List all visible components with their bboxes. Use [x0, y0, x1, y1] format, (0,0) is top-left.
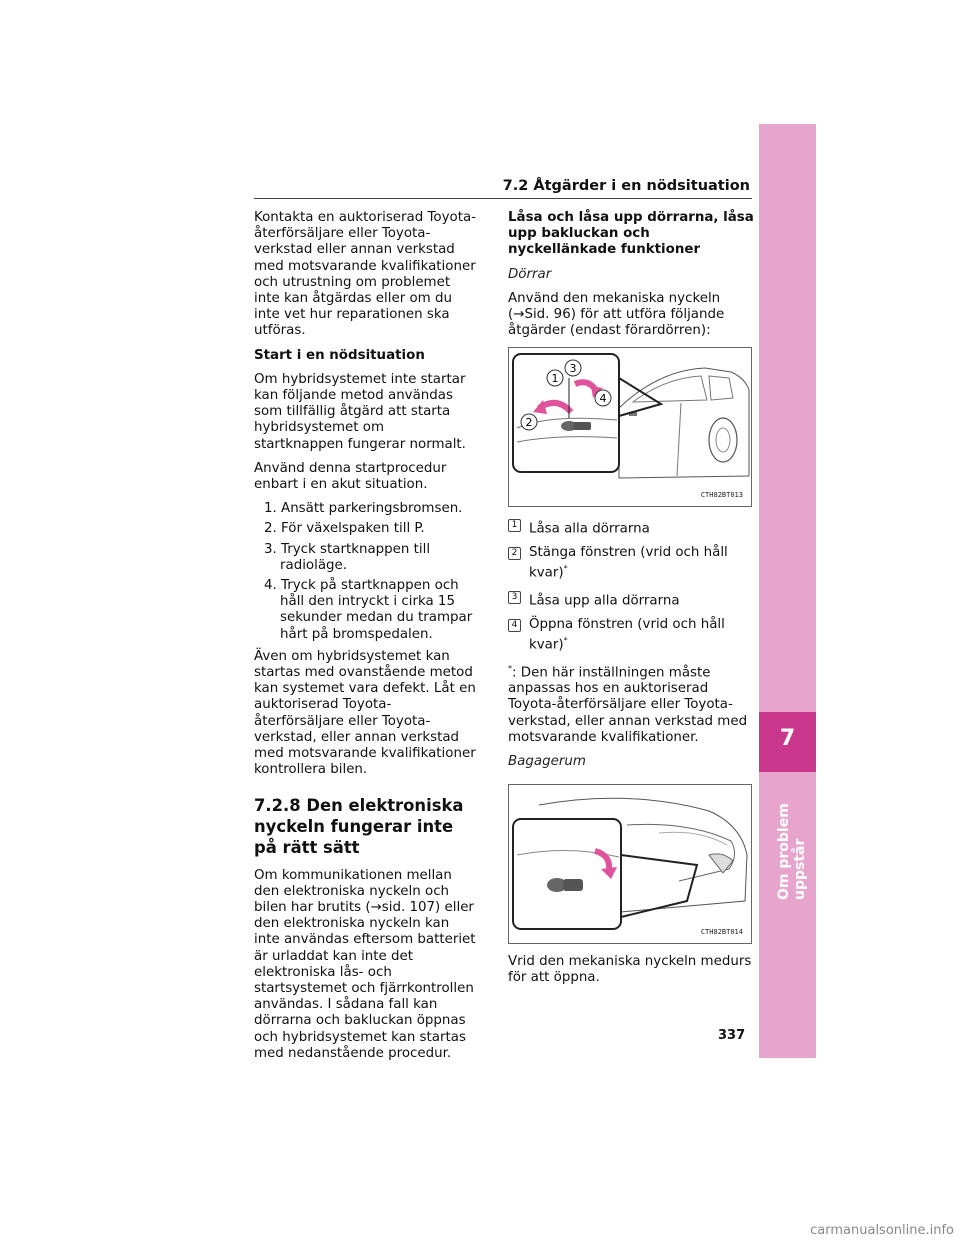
item-number: 3: [508, 591, 521, 604]
callout-1: 1: [551, 372, 559, 386]
list-item: [508, 617, 754, 654]
footnote: : Den här inställningen måste anpassas hos en auktoriserad Toyota-återförsäljare eller Toyota-verkstad, eller annan verkstad med motsvarande kvalifikationer.: [508, 664, 748, 745]
header-rule: [254, 198, 752, 199]
trunk-text: Vrid den mekaniska nyckeln medurs för att öppna.: [508, 954, 752, 986]
callout-2: 2: [525, 416, 533, 430]
start-paragraph-1: Om hybridsystemet inte startar kan följande metod användas som tillfällig åtgärd att starta hybridsystemet om startknappen fungerar normalt.: [254, 371, 466, 452]
section-title: 7.2.8 Den elektroniska nyckeln fungerar inte på rätt sätt: [254, 795, 464, 857]
step-item: 2. För växelspaken till P.: [264, 521, 425, 537]
item-number: 4: [508, 619, 521, 632]
trunk-figure: [508, 784, 752, 944]
footnote-star: *: [508, 663, 512, 673]
item-text: Öppna fönstren (vrid och håll kvar): [529, 616, 725, 653]
door-lock-illustration: [509, 348, 751, 506]
start-heading: Start i en nödsituation: [254, 347, 425, 363]
watermark: carmanualsonline.info: [810, 1223, 954, 1238]
step-item: 3. Tryck startknappen till radioläge.: [264, 541, 431, 573]
item-text: Stänga fönstren (vrid och håll kvar): [529, 545, 728, 581]
door-lock-figure: [508, 347, 752, 507]
start-paragraph-2: Använd denna startprocedur enbart i en akut situation.: [254, 460, 447, 493]
doors-label: Dörrar: [508, 266, 552, 282]
lock-heading: Låsa och låsa upp dörrarna, låsa upp bakluckan och nyckellänkade funktioner: [508, 210, 754, 258]
item-text: Låsa upp alla dörrarna: [529, 593, 680, 609]
doors-text: Använd den mekaniska nyckeln (→Sid. 96) för att utföra följande åtgärder (endast förardörren):: [508, 290, 725, 339]
list-item: [508, 589, 754, 610]
item-star: *: [563, 564, 568, 574]
step-item: 4. Tryck på startknappen och håll den intryckt i cirka 15 sekunder medan du trampar hårt på bromspedalen.: [264, 578, 473, 642]
item-number: 1: [508, 519, 521, 532]
chapter-number: 7: [779, 726, 796, 751]
section-body: Om kommunikationen mellan den elektroniska nyckeln och bilen har brutits (→sid. 107) eller den elektroniska nyckeln kan inte användas eftersom batteriet är urladdat kan inte det elektroniska lås- och startsystemet och fjärrkontrollen användas. I sådana fall kan dörrarna och bakluckan öppnas och hybridsystemet kan startas med nedanstående procedur.: [254, 867, 476, 1061]
callout-4: 4: [599, 392, 607, 406]
list-item: [508, 517, 754, 538]
list-item: [508, 545, 754, 582]
callout-3: 3: [569, 362, 577, 376]
trunk-label: Bagagerum: [508, 754, 586, 769]
step-item: 1. Ansätt parkeringsbromsen.: [264, 501, 463, 517]
trunk-illustration: [509, 785, 751, 943]
chapter-label: Om problem uppstår: [776, 803, 808, 900]
item-number: 2: [508, 547, 521, 560]
page-number: 337: [718, 1028, 746, 1043]
item-text: Låsa alla dörrarna: [529, 521, 650, 537]
after-steps-paragraph: Även om hybridsystemet kan startas med ovanstående metod kan systemet vara defekt. Låt en auktoriserad Toyota-återförsäljare eller Toyota-verkstad, eller annan verkstad med motsvarande kvalifikationer kontrollera bilen.: [254, 648, 476, 778]
figure-code: CTH82BT013: [700, 491, 743, 500]
header-title: 7.2 Åtgärder i en nödsituation: [502, 178, 750, 194]
left-column: [254, 210, 476, 1070]
right-column: [508, 210, 754, 995]
item-star: *: [563, 635, 568, 645]
side-tab: [759, 124, 816, 1058]
intro-paragraph: Kontakta en auktoriserad Toyota-återförsäljare eller Toyota-verkstad eller annan verkstad med motsvarande kvalifikationer och utrustning om problemet inte kan åtgärdas eller om du inte vet hur reparationen ska utföras.: [254, 210, 476, 339]
figure-code: CTH82BT014: [700, 928, 743, 936]
